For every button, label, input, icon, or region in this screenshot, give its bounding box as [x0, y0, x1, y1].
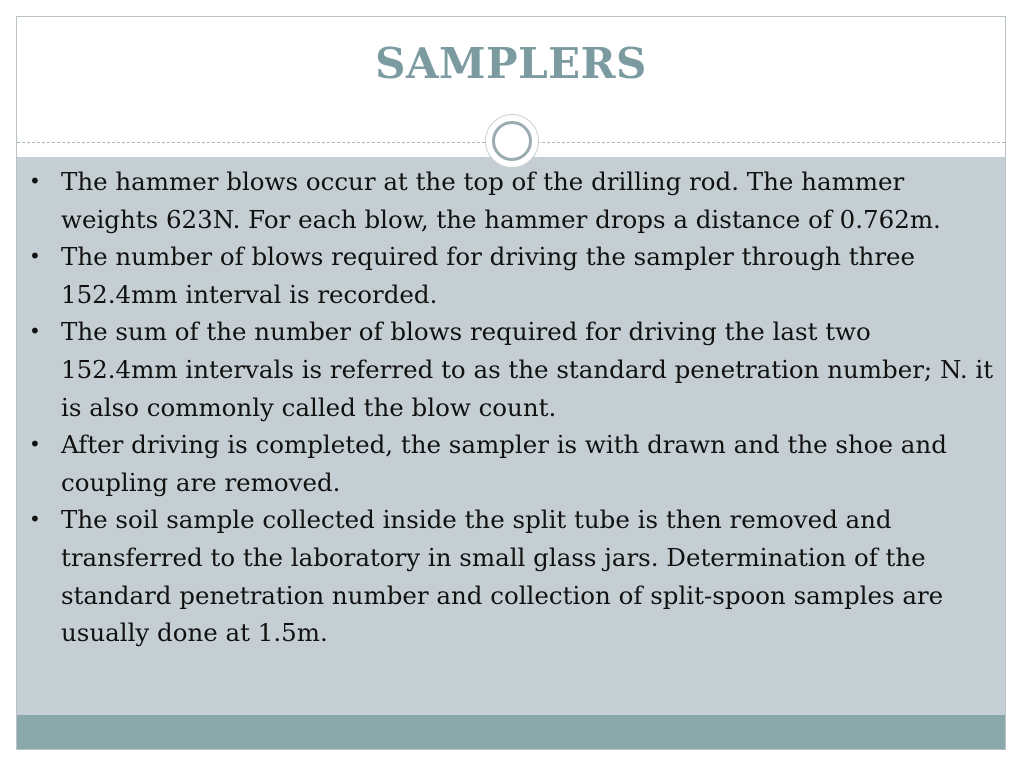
bullet-text: The hammer blows occur at the top of the drilling rod. The hammer weights 623N. For each blow, the hammer drops a distance of 0.762m. — [61, 167, 941, 234]
bullet-item — [27, 426, 995, 501]
bullet-item — [27, 501, 995, 651]
circle-ring-icon — [492, 121, 532, 161]
bullet-dot: • — [29, 244, 41, 269]
bullet-text: The soil sample collected inside the split tube is then removed and transferred to the laboratory in small glass jars. Determination of the standard penetration number and collection of split-spoon samples are usually done at 1.5m. — [61, 505, 944, 648]
bullet-text: The number of blows required for driving the sampler through three 152.4mm interval is recorded. — [61, 242, 916, 309]
bullet-item — [27, 163, 995, 238]
circle-ornament-icon — [485, 114, 539, 168]
slide-title: SAMPLERS — [375, 39, 647, 88]
bullet-dot: • — [29, 319, 41, 344]
slide — [16, 16, 1006, 750]
bullet-text: After driving is completed, the sampler is with drawn and the shoe and coupling are removed. — [61, 430, 947, 497]
bottom-band — [17, 715, 1005, 750]
bullet-item — [27, 313, 995, 426]
bullet-text: The sum of the number of blows required for driving the last two 152.4mm intervals is referred to as the standard penetration number; N. it is also commonly called the blow count. — [61, 317, 994, 422]
bullet-dot: • — [29, 169, 41, 193]
bullet-item — [27, 238, 995, 313]
bullet-dot: • — [29, 507, 41, 532]
bullet-list — [27, 163, 995, 652]
bullet-dot: • — [29, 432, 41, 457]
